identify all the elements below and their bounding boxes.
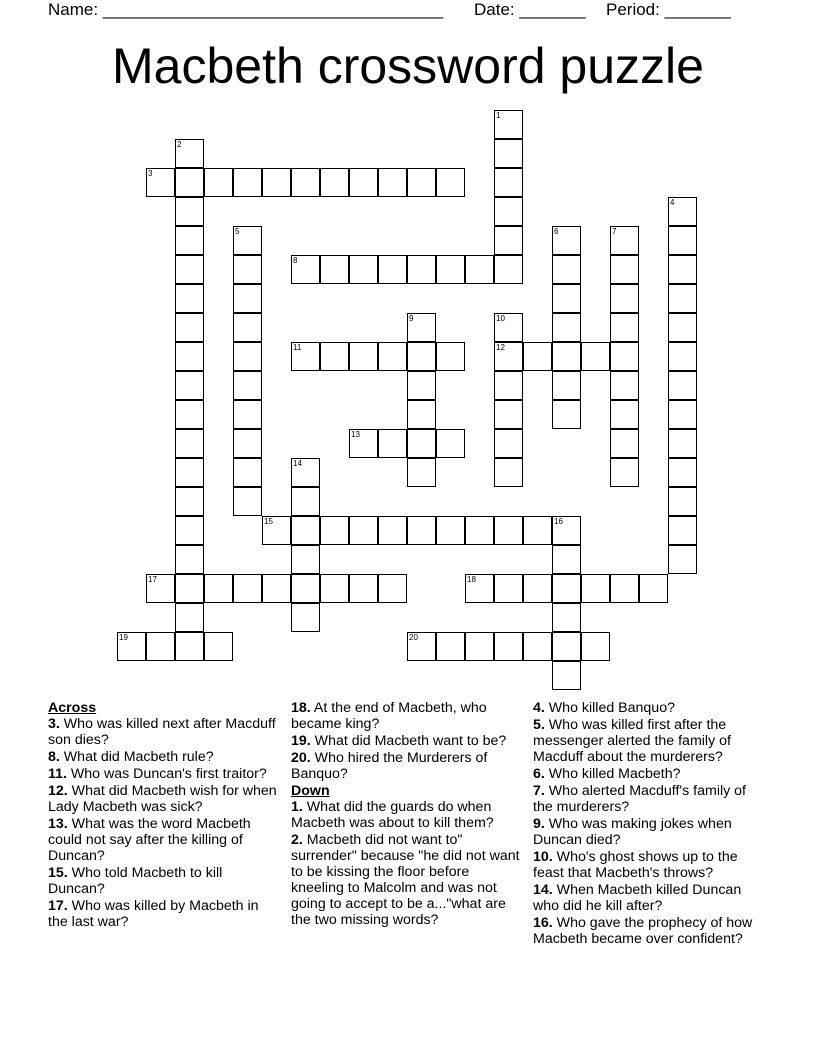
grid-cell[interactable] (291, 574, 320, 603)
grid-cell[interactable] (117, 632, 146, 661)
clue-item-number: 9. (533, 816, 545, 832)
grid-cell[interactable] (175, 574, 204, 603)
clue-item (533, 915, 765, 947)
grid-cell[interactable] (175, 313, 204, 342)
clue-item-text: Macbeth did not want to" surrender" because "he did not want to be kissing the floor before kneeling to Malcolm and was not going to accept to be a..."what are the two missing words? (291, 832, 520, 928)
grid-cell[interactable] (552, 545, 581, 574)
grid-cell[interactable] (291, 255, 320, 284)
period-field: Period: _______ (606, 0, 731, 19)
grid-cell[interactable] (233, 574, 262, 603)
grid-cell[interactable] (610, 284, 639, 313)
grid-cell[interactable] (494, 255, 523, 284)
grid-cell[interactable] (320, 342, 349, 371)
clue-item-text: Who told Macbeth to kill Duncan? (48, 865, 223, 897)
grid-cell[interactable] (523, 516, 552, 545)
clue-item-number: 3. (48, 716, 60, 732)
clue-item-text: When Macbeth killed Duncan who did he kill after? (533, 882, 742, 914)
grid-cell[interactable] (407, 429, 436, 458)
clue-item-text: What did the guards do when Macbeth was about to kill them? (291, 799, 494, 831)
grid-cell[interactable] (175, 458, 204, 487)
grid-cell[interactable] (378, 168, 407, 197)
clue-item (291, 700, 523, 732)
grid-cell[interactable] (668, 516, 697, 545)
clue-number: 14 (293, 459, 302, 468)
grid-cell[interactable] (494, 632, 523, 661)
clue-item (533, 882, 765, 914)
grid-cell[interactable] (320, 516, 349, 545)
grid-cell[interactable] (407, 400, 436, 429)
grid-cell[interactable] (407, 313, 436, 342)
clue-item-text: At the end of Macbeth, who became king? (291, 700, 487, 732)
clue-item-text: Who was killed first after the messenger alerted the family of Macduff about the murderers? (533, 717, 731, 765)
grid-cell[interactable] (407, 632, 436, 661)
clue-number: 6 (554, 227, 559, 236)
clue-item (48, 766, 280, 782)
clue-item-number: 11. (48, 766, 67, 782)
clue-item (533, 700, 765, 716)
grid-cell[interactable] (436, 632, 465, 661)
grid-cell[interactable] (552, 574, 581, 603)
clue-item-number: 8. (48, 749, 60, 765)
clue-number: 17 (148, 575, 157, 584)
clue-item-number: 16. (533, 915, 553, 931)
grid-cell[interactable] (204, 574, 233, 603)
grid-cell[interactable] (349, 574, 378, 603)
clue-number: 13 (351, 430, 360, 439)
grid-cell[interactable] (262, 168, 291, 197)
clue-item-text: Who killed Banquo? (544, 700, 675, 716)
clue-item-text: Who hired the Murderers of Banquo? (291, 750, 488, 782)
grid-cell[interactable] (668, 487, 697, 516)
grid-cell[interactable] (465, 516, 494, 545)
clue-number: 2 (177, 140, 182, 149)
clue-item (291, 799, 523, 831)
grid-cell[interactable] (494, 574, 523, 603)
clue-item (291, 733, 523, 749)
grid-cell[interactable] (581, 632, 610, 661)
grid-cell[interactable] (552, 516, 581, 545)
grid-cell[interactable] (233, 226, 262, 255)
grid-cell[interactable] (204, 632, 233, 661)
grid-cell[interactable] (349, 168, 378, 197)
clue-item-text: Who was Duncan's first traitor? (66, 766, 267, 782)
grid-cell[interactable] (668, 429, 697, 458)
grid-cell[interactable] (175, 342, 204, 371)
name-field: Name: ____________________________________ (48, 0, 444, 19)
grid-cell[interactable] (175, 603, 204, 632)
grid-cell[interactable] (436, 168, 465, 197)
grid-cell[interactable] (407, 255, 436, 284)
grid-cell[interactable] (668, 226, 697, 255)
grid-cell[interactable] (494, 139, 523, 168)
grid-cell[interactable] (668, 342, 697, 371)
clue-item-text: Who alerted Macduff's family of the murderers? (533, 783, 746, 815)
grid-cell[interactable] (233, 255, 262, 284)
grid-cell[interactable] (146, 168, 175, 197)
clue-number: 8 (293, 256, 298, 265)
grid-cell[interactable] (552, 313, 581, 342)
grid-cell[interactable] (668, 284, 697, 313)
grid-cell[interactable] (610, 255, 639, 284)
grid-cell[interactable] (291, 342, 320, 371)
grid-cell[interactable] (668, 197, 697, 226)
grid-cell[interactable] (436, 255, 465, 284)
clue-item (48, 816, 280, 864)
clue-item-text: What did Macbeth want to be? (310, 733, 507, 749)
grid-cell[interactable] (465, 574, 494, 603)
clue-number: 1 (496, 111, 501, 120)
clue-section-heading: Down (291, 783, 330, 799)
clue-item (48, 749, 280, 765)
grid-cell[interactable] (233, 342, 262, 371)
grid-cell[interactable] (320, 168, 349, 197)
grid-cell[interactable] (233, 487, 262, 516)
grid-cell[interactable] (668, 313, 697, 342)
clue-item (291, 750, 523, 782)
grid-cell[interactable] (262, 574, 291, 603)
grid-cell[interactable] (668, 458, 697, 487)
grid-cell[interactable] (291, 487, 320, 516)
grid-cell[interactable] (494, 168, 523, 197)
clue-item (533, 783, 765, 815)
grid-cell[interactable] (320, 574, 349, 603)
clue-item-number: 4. (533, 700, 545, 716)
clue-item-number: 6. (533, 766, 545, 782)
grid-cell[interactable] (552, 226, 581, 255)
clue-section-heading: Across (48, 700, 97, 716)
grid-cell[interactable] (552, 284, 581, 313)
clues-column-2 (291, 700, 523, 929)
grid-cell[interactable] (494, 342, 523, 371)
grid-cell[interactable] (610, 458, 639, 487)
grid-cell[interactable] (523, 574, 552, 603)
grid-cell[interactable] (378, 429, 407, 458)
grid-cell[interactable] (175, 516, 204, 545)
grid-cell[interactable] (523, 342, 552, 371)
grid-cell[interactable] (581, 574, 610, 603)
clue-item-text: Who's ghost shows up to the feast that Macbeth's throws? (533, 849, 738, 881)
clue-number: 10 (496, 314, 505, 323)
grid-cell[interactable] (175, 400, 204, 429)
clue-item (533, 766, 765, 782)
grid-cell[interactable] (175, 545, 204, 574)
grid-cell[interactable] (610, 342, 639, 371)
grid-cell[interactable] (552, 661, 581, 690)
grid-cell[interactable] (407, 458, 436, 487)
grid-cell[interactable] (291, 603, 320, 632)
grid-cell[interactable] (494, 516, 523, 545)
clue-item-number: 20. (291, 750, 311, 766)
clue-item-number: 10. (533, 849, 553, 865)
grid-cell[interactable] (233, 429, 262, 458)
grid-cell[interactable] (349, 255, 378, 284)
clue-item-text: What did Macbeth wish for when Lady Macbeth was sick? (48, 783, 277, 815)
clue-item-number: 17. (48, 898, 68, 914)
grid-cell[interactable] (552, 603, 581, 632)
grid-cell[interactable] (494, 400, 523, 429)
grid-cell[interactable] (639, 574, 668, 603)
grid-cell[interactable] (349, 516, 378, 545)
grid-cell[interactable] (610, 429, 639, 458)
grid-cell[interactable] (175, 284, 204, 313)
clue-item (48, 716, 280, 748)
grid-cell[interactable] (407, 516, 436, 545)
grid-cell[interactable] (175, 168, 204, 197)
date-field: Date: _______ (474, 0, 586, 19)
grid-cell[interactable] (610, 400, 639, 429)
grid-cell[interactable] (233, 371, 262, 400)
clue-number: 20 (409, 633, 418, 642)
page-title: Macbeth crossword puzzle (112, 38, 704, 94)
grid-cell[interactable] (233, 168, 262, 197)
grid-cell[interactable] (320, 255, 349, 284)
grid-cell[interactable] (610, 226, 639, 255)
grid-cell[interactable] (552, 400, 581, 429)
grid-cell[interactable] (233, 458, 262, 487)
clue-number: 15 (264, 517, 273, 526)
grid-cell[interactable] (494, 313, 523, 342)
grid-cell[interactable] (494, 458, 523, 487)
clue-item (533, 849, 765, 881)
clue-number: 9 (409, 314, 414, 323)
grid-cell[interactable] (494, 429, 523, 458)
grid-cell[interactable] (349, 342, 378, 371)
grid-cell[interactable] (378, 574, 407, 603)
grid-cell[interactable] (175, 255, 204, 284)
clue-number: 11 (293, 343, 302, 352)
clue-item-number: 13. (48, 816, 68, 832)
grid-cell[interactable] (523, 632, 552, 661)
grid-cell[interactable] (204, 168, 233, 197)
grid-cell[interactable] (175, 371, 204, 400)
grid-cell[interactable] (407, 342, 436, 371)
clue-item-number: 18. (291, 700, 311, 716)
grid-cell[interactable] (146, 632, 175, 661)
grid-cell[interactable] (494, 110, 523, 139)
clue-item-text: Who was making jokes when Duncan died? (533, 816, 732, 848)
grid-cell[interactable] (494, 226, 523, 255)
clue-number: 18 (467, 575, 476, 584)
clue-number: 4 (670, 198, 675, 207)
grid-cell[interactable] (233, 400, 262, 429)
grid-cell[interactable] (465, 255, 494, 284)
clue-item-text: Who gave the prophecy of how Macbeth became over confident? (533, 915, 753, 947)
grid-cell[interactable] (378, 342, 407, 371)
clue-item-text: Who was killed next after Macduff son dies? (48, 716, 276, 748)
grid-cell[interactable] (146, 574, 175, 603)
clue-item-number: 19. (291, 733, 311, 749)
grid-cell[interactable] (581, 342, 610, 371)
grid-cell[interactable] (552, 255, 581, 284)
grid-cell[interactable] (436, 516, 465, 545)
grid-cell[interactable] (175, 226, 204, 255)
grid-cell[interactable] (610, 313, 639, 342)
grid-cell[interactable] (378, 516, 407, 545)
clue-number: 7 (612, 227, 617, 236)
grid-cell[interactable] (175, 487, 204, 516)
clue-item (533, 717, 765, 765)
clue-item-text: What was the word Macbeth could not say after the killing of Duncan? (48, 816, 251, 864)
grid-cell[interactable] (175, 197, 204, 226)
clue-number: 3 (148, 169, 153, 178)
clue-item-number: 12. (48, 783, 68, 799)
clue-item-number: 1. (291, 799, 303, 815)
grid-cell[interactable] (668, 371, 697, 400)
grid-cell[interactable] (436, 342, 465, 371)
grid-cell[interactable] (175, 429, 204, 458)
grid-cell[interactable] (552, 371, 581, 400)
grid-cell[interactable] (291, 516, 320, 545)
grid-cell[interactable] (494, 197, 523, 226)
grid-cell[interactable] (233, 284, 262, 313)
clue-number: 16 (554, 517, 563, 526)
clue-item-number: 15. (48, 865, 68, 881)
grid-cell[interactable] (378, 255, 407, 284)
clue-item-number: 2. (291, 832, 303, 848)
clue-item-text: Who was killed by Macbeth in the last war? (48, 898, 259, 930)
grid-cell[interactable] (407, 168, 436, 197)
clue-item-text: What did Macbeth rule? (59, 749, 214, 765)
clue-item-text: Who killed Macbeth? (544, 766, 681, 782)
clues-column-1 (48, 700, 280, 931)
grid-cell[interactable] (291, 168, 320, 197)
grid-cell[interactable] (494, 371, 523, 400)
grid-cell[interactable] (668, 255, 697, 284)
grid-cell[interactable] (233, 313, 262, 342)
clue-item (533, 816, 765, 848)
grid-cell[interactable] (436, 429, 465, 458)
clue-number: 12 (496, 343, 505, 352)
grid-cell[interactable] (262, 516, 291, 545)
clue-number: 19 (119, 633, 128, 642)
grid-cell[interactable] (407, 371, 436, 400)
clue-item-number: 14. (533, 882, 553, 898)
clues-column-3 (533, 700, 765, 948)
grid-cell[interactable] (175, 139, 204, 168)
grid-cell[interactable] (668, 400, 697, 429)
clue-item (291, 832, 523, 928)
clue-number: 5 (235, 227, 240, 236)
grid-cell[interactable] (552, 632, 581, 661)
grid-cell[interactable] (610, 371, 639, 400)
clue-item (48, 865, 280, 897)
clue-item-number: 5. (533, 717, 545, 733)
clue-item (48, 898, 280, 930)
grid-cell[interactable] (610, 574, 639, 603)
grid-cell[interactable] (465, 632, 494, 661)
grid-cell[interactable] (668, 545, 697, 574)
grid-cell[interactable] (291, 458, 320, 487)
grid-cell[interactable] (552, 342, 581, 371)
clue-item (48, 783, 280, 815)
grid-cell[interactable] (349, 429, 378, 458)
grid-cell[interactable] (291, 545, 320, 574)
clue-item-number: 7. (533, 783, 545, 799)
grid-cell[interactable] (175, 632, 204, 661)
